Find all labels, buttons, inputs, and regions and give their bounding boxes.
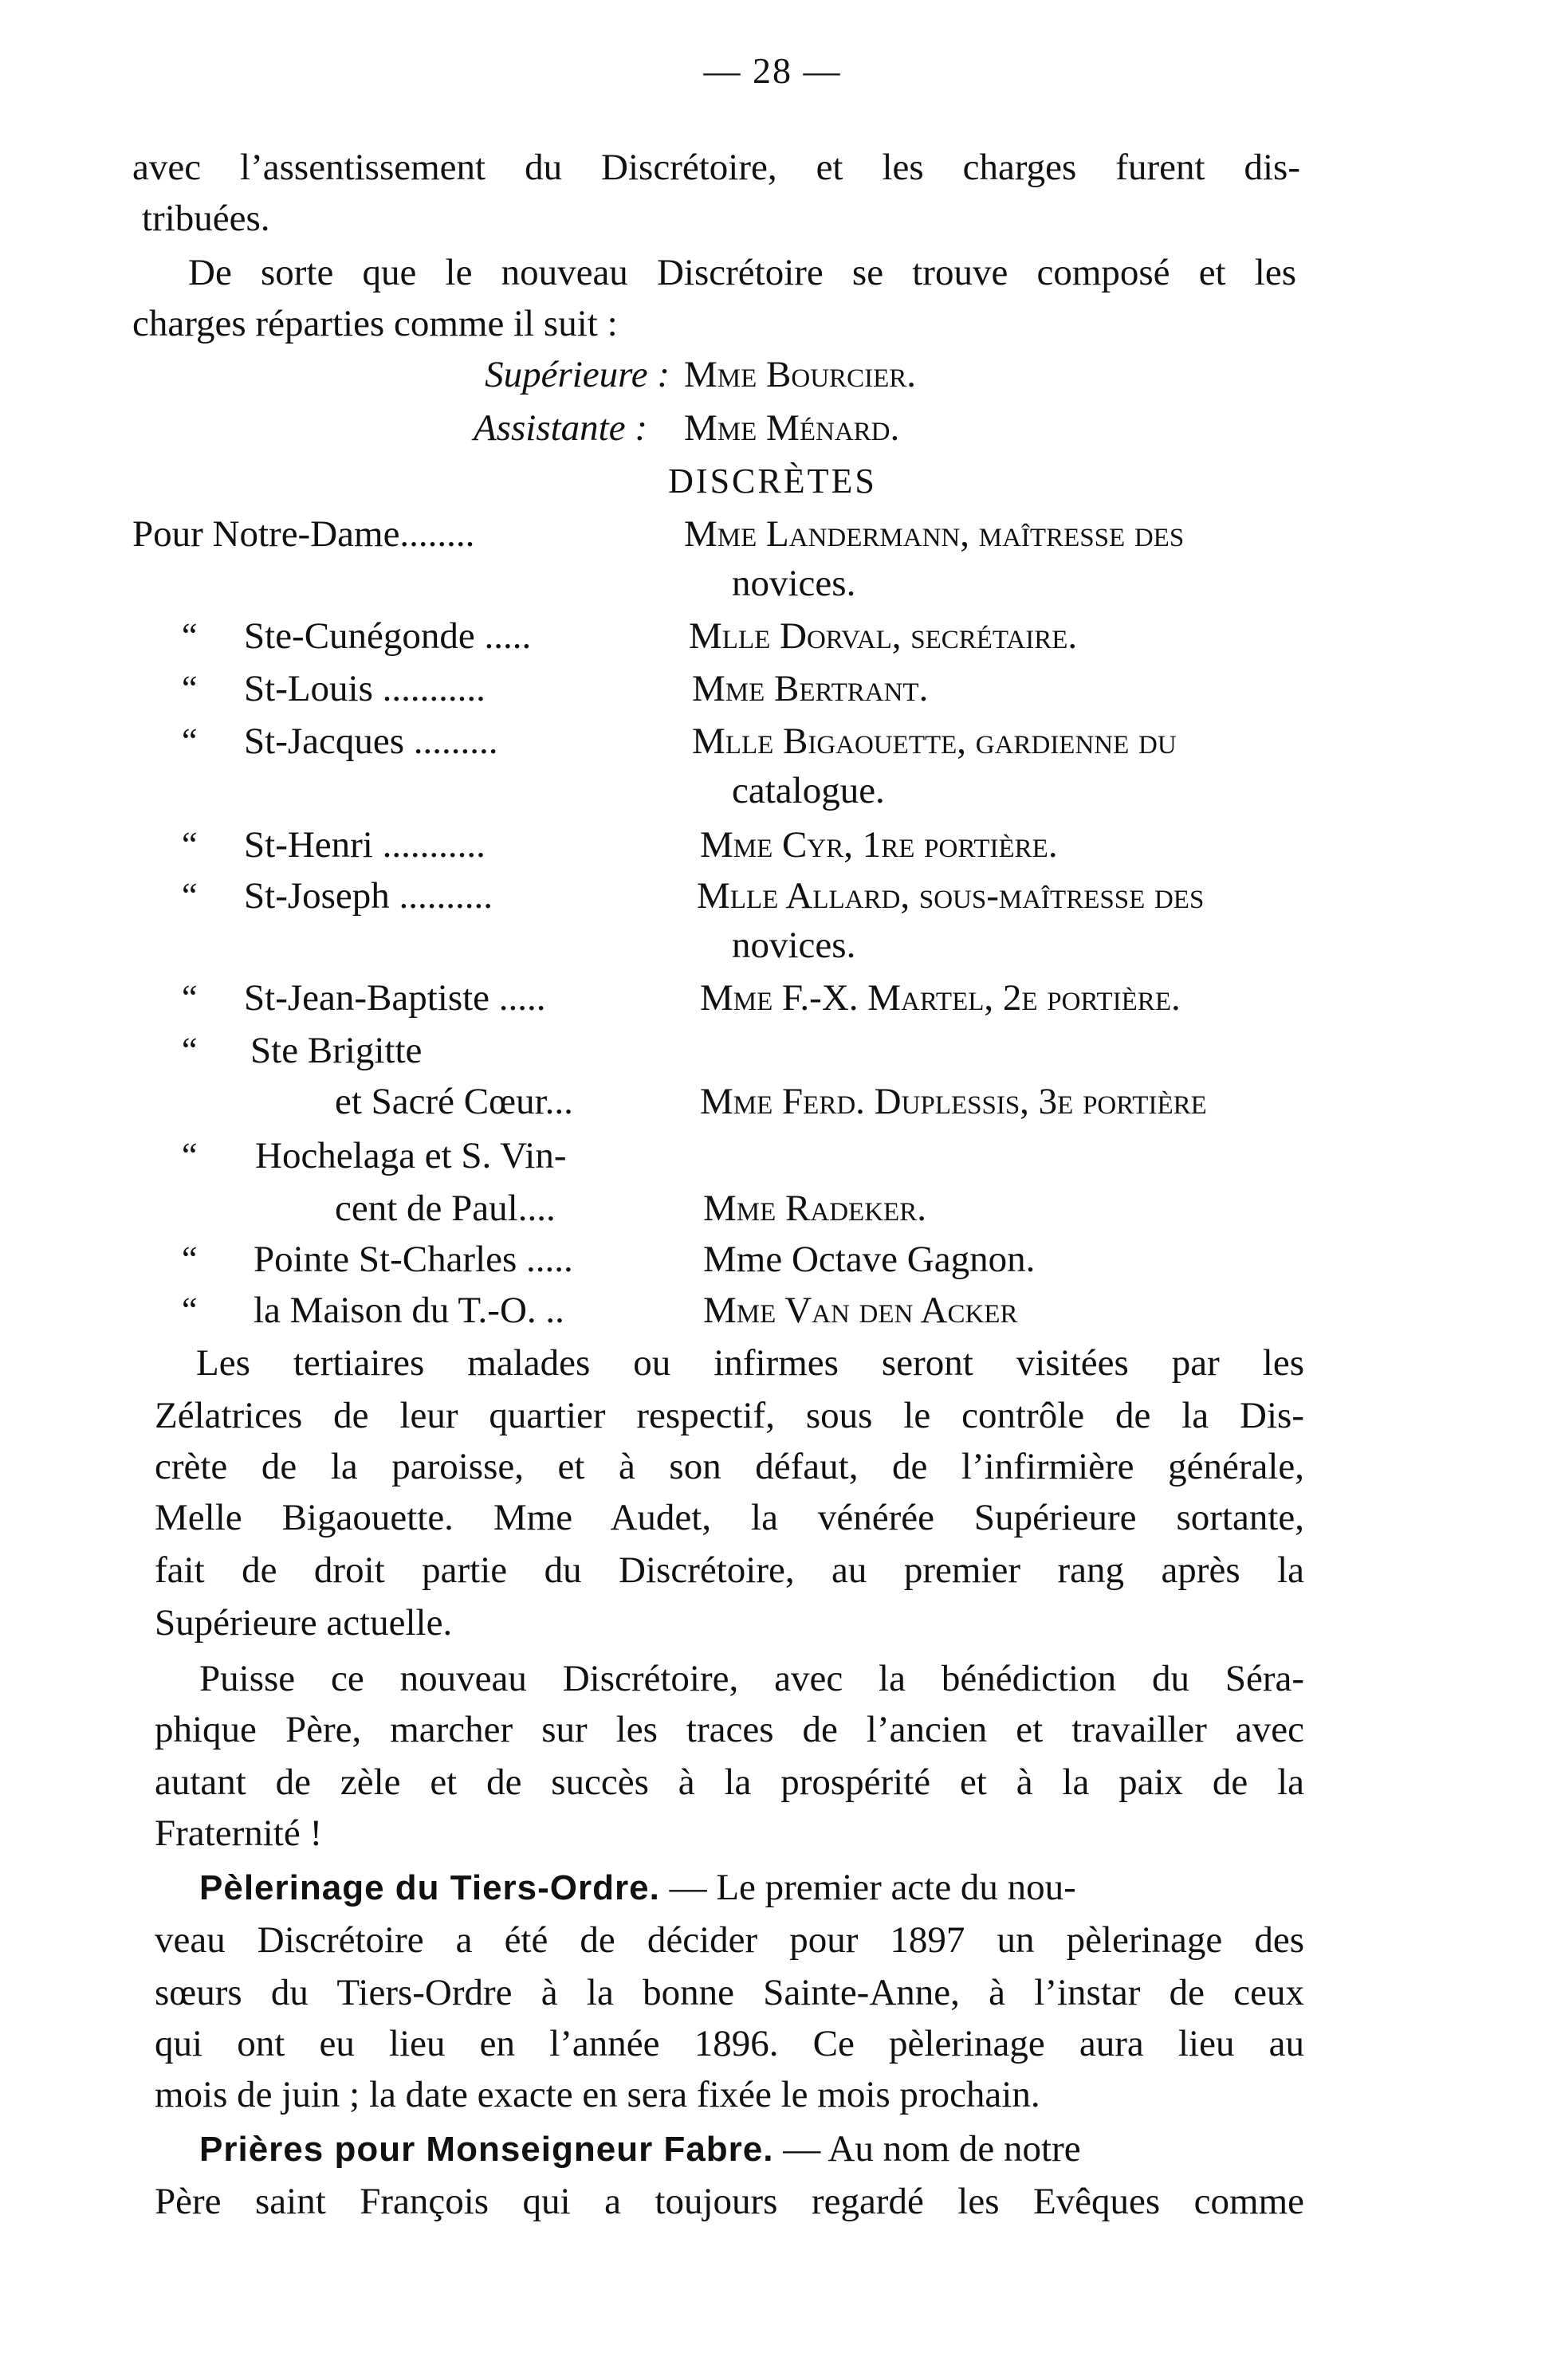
discrete-name: Mme Cyr, 1re portière.: [700, 824, 1058, 866]
discrete-name: Mme Bertrant.: [692, 668, 929, 709]
text-line: avec l’assentissement du Discrétoire, et les charges furent dis-: [132, 147, 1300, 188]
discrete-name: Mlle Dorval, secrétaire.: [689, 615, 1078, 657]
parish-label: la Maison du T.-O. ..: [254, 1290, 564, 1331]
discrete-name: Mlle Bigaouette, gardienne du: [692, 721, 1177, 762]
discrete-name: Mlle Allard, sous-maîtresse des: [697, 875, 1205, 917]
ditto-mark: “: [182, 1031, 198, 1070]
ditto-mark: “: [182, 1290, 198, 1329]
text-span: — Au nom de notre: [773, 2128, 1081, 2170]
ditto-mark: “: [182, 876, 198, 915]
parish-label: et Sacré Cœur...: [335, 1081, 573, 1122]
text-line: fait de droit partie du Discrétoire, au premier rang après la: [155, 1549, 1304, 1591]
officer-role: Supérieure :: [485, 354, 670, 395]
parish-label: St-Jacques .........: [244, 721, 498, 762]
officer-role: Assistante :: [473, 407, 647, 449]
text-line: Fraternité !: [155, 1812, 323, 1854]
parish-label: cent de Paul....: [335, 1188, 556, 1229]
page-number: — 28 —: [703, 50, 842, 91]
text-line: crète de la paroisse, et à son défaut, de l’infirmière générale,: [155, 1446, 1304, 1487]
text-line: Les tertiaires malades ou infirmes seront visitées par les: [196, 1342, 1304, 1384]
discretes-heading: DISCRÈTES: [668, 461, 877, 501]
section-heading: Pèlerinage du Tiers-Ordre.: [199, 1868, 660, 1907]
officer-name: Mme Bourcier.: [684, 354, 916, 395]
text-line: veau Discrétoire a été de décider pour 1897 un pèlerinage des: [155, 1919, 1304, 1961]
text-line: autant de zèle et de succès à la prospérité et à la paix de la: [155, 1761, 1304, 1803]
text-line: Zélatrices de leur quartier respectif, sous le contrôle de la Dis-: [155, 1395, 1304, 1436]
discrete-name-cont: catalogue.: [732, 770, 885, 811]
discrete-name: Mme Landermann, maîtresse des: [684, 513, 1185, 555]
ditto-mark: “: [182, 616, 198, 655]
officer-name: Mme Ménard.: [684, 407, 900, 449]
ditto-mark: “: [182, 825, 198, 864]
parish-label: Pointe St-Charles .....: [254, 1239, 573, 1280]
text-line: Puisse ce nouveau Discrétoire, avec la bénédiction du Séra-: [199, 1658, 1304, 1699]
discrete-name: Mme F.-X. Martel, 2e portière.: [700, 977, 1181, 1019]
parish-label: Hochelaga et S. Vin-: [255, 1135, 567, 1176]
prayers-paragraph-first-line: [199, 2125, 1081, 2174]
text-line: De sorte que le nouveau Discrétoire se trouve composé et les: [188, 252, 1296, 293]
text-line: Supérieure actuelle.: [155, 1602, 453, 1644]
section-heading: Prières pour Monseigneur Fabre.: [199, 2130, 774, 2169]
text-line: mois de juin ; la date exacte en sera fixée le mois prochain.: [155, 2074, 1040, 2115]
text-line: tribuées.: [142, 198, 270, 239]
parish-label: Pour Notre-Dame........: [132, 513, 475, 555]
discrete-name-cont: novices.: [732, 925, 856, 966]
ditto-mark: “: [182, 669, 198, 708]
parish-label: St-Joseph ..........: [244, 875, 493, 917]
ditto-mark: “: [182, 1136, 198, 1175]
parish-label: St-Jean-Baptiste .....: [244, 977, 546, 1019]
ditto-mark: “: [182, 721, 198, 760]
discrete-name: Mme Van den Acker: [703, 1290, 1018, 1331]
ditto-mark: “: [182, 1239, 198, 1278]
parish-label: Ste-Cunégonde .....: [244, 615, 532, 657]
discrete-name-cont: novices.: [732, 563, 856, 604]
ditto-mark: “: [182, 978, 198, 1017]
discrete-name: Mme Octave Gagnon.: [703, 1239, 1036, 1280]
text-line: charges réparties comme il suit :: [132, 303, 618, 344]
text-line: qui ont eu lieu en l’année 1896. Ce pèlerinage aura lieu au: [155, 2023, 1304, 2064]
parish-label: St-Henri ...........: [244, 824, 486, 866]
text-line: sœurs du Tiers-Ordre à la bonne Sainte-Anne, à l’instar de ceux: [155, 1972, 1304, 2013]
pilgrimage-paragraph-first-line: [199, 1864, 1076, 1912]
discrete-name: Mme Ferd. Duplessis, 3e portière: [700, 1081, 1207, 1122]
text-line: Père saint François qui a toujours regardé les Evêques comme: [155, 2181, 1304, 2222]
text-line: Melle Bigaouette. Mme Audet, la vénérée Supérieure sortante,: [155, 1497, 1304, 1538]
discrete-name: Mme Radeker.: [703, 1188, 926, 1229]
parish-label: St-Louis ...........: [244, 668, 486, 709]
text-span: — Le premier acte du nou-: [659, 1867, 1076, 1908]
parish-label: Ste Brigitte: [250, 1030, 423, 1071]
text-line: phique Père, marcher sur les traces de l’ancien et travailler avec: [155, 1709, 1304, 1750]
